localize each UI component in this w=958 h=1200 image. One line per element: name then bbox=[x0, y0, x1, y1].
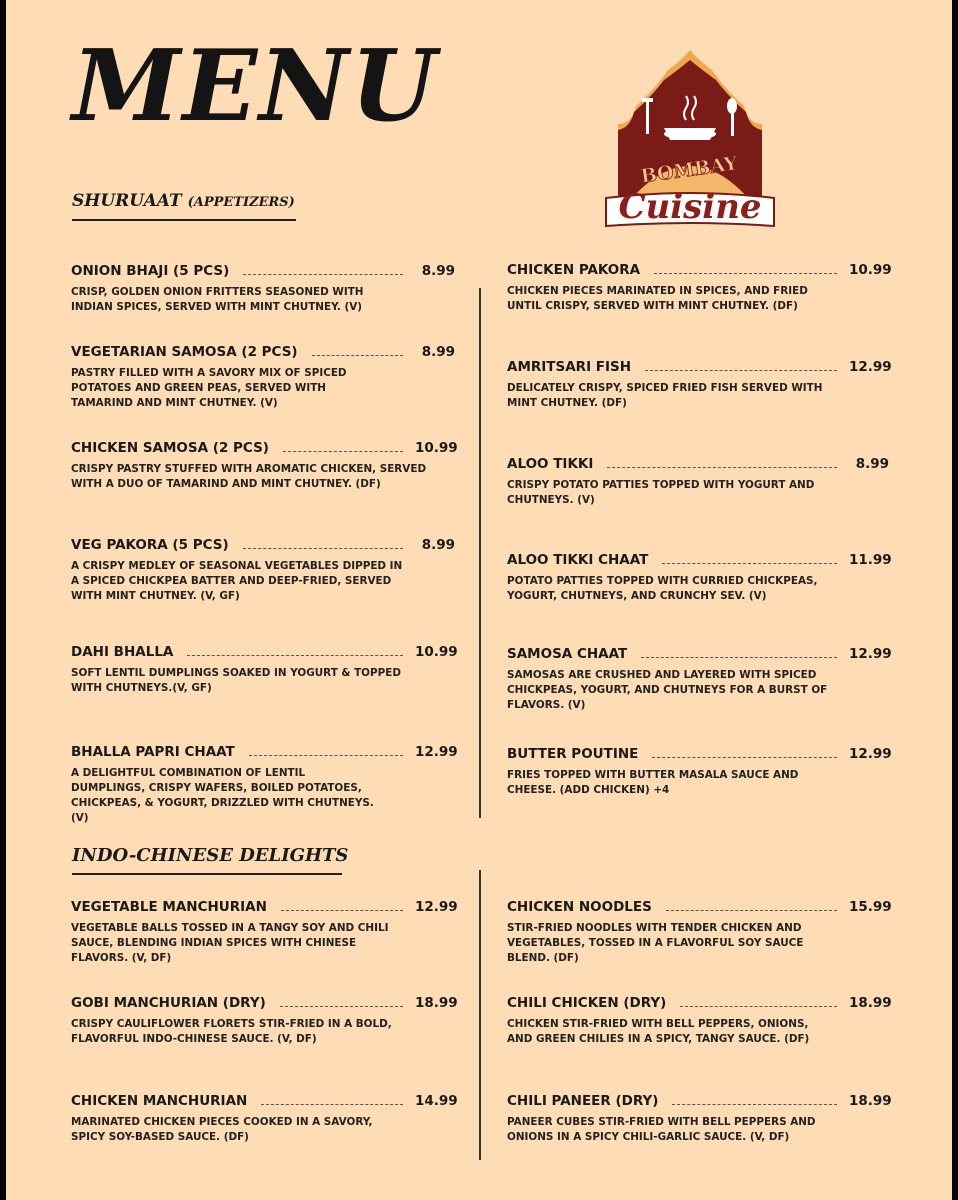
logo-text-bombay: BOMBAY bbox=[639, 152, 739, 188]
item-price: 12.99 bbox=[849, 646, 892, 662]
dot-leader bbox=[666, 910, 837, 911]
item-price: 15.99 bbox=[849, 899, 892, 915]
bombay-cuisine-logo bbox=[602, 48, 778, 230]
dot-leader bbox=[662, 563, 837, 564]
item-price: 18.99 bbox=[849, 1093, 892, 1109]
dot-leader bbox=[607, 467, 837, 468]
item-description: VEGETABLE BALLS TOSSED IN A TANGY SOY AND CHILI SAUCE, BLENDING INDIAN SPICES WITH CHINESE FLAVORS. (V, DF) bbox=[71, 922, 389, 964]
dot-leader bbox=[281, 910, 403, 911]
item-name: DAHI BHALLA bbox=[71, 644, 174, 660]
section-underline bbox=[72, 219, 296, 221]
dot-leader bbox=[641, 657, 837, 658]
dot-leader bbox=[243, 274, 403, 275]
item-description: A CRISPY MEDLEY OF SEASONAL VEGETABLES DIPPED IN A SPICED CHICKPEA BATTER AND DEEP-FRIED, SERVED WITH MINT CHUTNEY. (V, GF) bbox=[71, 560, 403, 602]
item-name: ONION BHAJI (5 PCS) bbox=[71, 263, 230, 279]
item-name: BUTTER POUTINE bbox=[507, 746, 639, 762]
item-description: CRISPY POTATO PATTIES TOPPED WITH YOGURT AND CHUTNEYS. (V) bbox=[507, 479, 815, 506]
menu-item bbox=[507, 994, 892, 1047]
item-price: 12.99 bbox=[415, 899, 458, 915]
menu-item bbox=[71, 994, 458, 1047]
item-name: VEGETABLE MANCHURIAN bbox=[71, 899, 267, 915]
item-description: SAMOSAS ARE CRUSHED AND LAYERED WITH SPICED CHICKPEAS, YOGURT, AND CHUTNEYS FOR A BURST OF FLAVORS. (V) bbox=[507, 669, 828, 711]
menu-item bbox=[71, 1092, 458, 1145]
menu-item bbox=[71, 343, 455, 411]
item-name: CHICKEN PAKORA bbox=[507, 262, 641, 278]
menu-item bbox=[507, 551, 892, 604]
dot-leader bbox=[280, 1006, 403, 1007]
dot-leader bbox=[187, 655, 403, 656]
menu-page bbox=[6, 0, 952, 1200]
section-subtitle: (APPETIZERS) bbox=[187, 195, 295, 210]
section-underline bbox=[72, 873, 342, 875]
section-title-appetizers bbox=[72, 191, 295, 211]
menu-item bbox=[507, 745, 892, 798]
item-price: 11.99 bbox=[849, 552, 892, 568]
dot-leader bbox=[654, 273, 837, 274]
menu-item bbox=[71, 643, 458, 696]
item-price: 14.99 bbox=[415, 1093, 458, 1109]
item-name: ALOO TIKKI CHAAT bbox=[507, 552, 649, 568]
dot-leader bbox=[261, 1104, 403, 1105]
menu-item bbox=[507, 1092, 892, 1145]
item-description: MARINATED CHICKEN PIECES COOKED IN A SAVORY, SPICY SOY-BASED SAUCE. (DF) bbox=[71, 1116, 373, 1143]
item-price: 18.99 bbox=[849, 995, 892, 1011]
item-price: 8.99 bbox=[421, 537, 455, 553]
item-name: CHILI PANEER (DRY) bbox=[507, 1093, 659, 1109]
item-name: CHILI CHICKEN (DRY) bbox=[507, 995, 667, 1011]
item-description: CRISPY CAULIFLOWER FLORETS STIR-FRIED IN A BOLD, FLAVORFUL INDO-CHINESE SAUCE. (V, DF) bbox=[71, 1018, 392, 1045]
item-price: 8.99 bbox=[855, 456, 889, 472]
section-name: SHURUAAT bbox=[72, 191, 182, 211]
item-name: AMRITSARI FISH bbox=[507, 359, 632, 375]
dot-leader bbox=[680, 1006, 837, 1007]
dot-leader bbox=[652, 757, 837, 758]
dot-leader bbox=[312, 355, 403, 356]
item-description: PANEER CUBES STIR-FRIED WITH BELL PEPPERS AND ONIONS IN A SPICY CHILI-GARLIC SAUCE. (V, DF) bbox=[507, 1116, 816, 1143]
item-description: STIR-FRIED NOODLES WITH TENDER CHICKEN AND VEGETABLES, TOSSED IN A FLAVORFUL SOY SAUCE BLEND. (DF) bbox=[507, 922, 804, 964]
section-title-indo-chinese: INDO-CHINESE DELIGHTS bbox=[72, 845, 349, 866]
item-name: BHALLA PAPRI CHAAT bbox=[71, 744, 235, 760]
item-name: VEGETARIAN SAMOSA (2 PCS) bbox=[71, 344, 298, 360]
menu-item bbox=[507, 261, 892, 314]
item-description: CHICKEN STIR-FRIED WITH BELL PEPPERS, ONIONS, AND GREEN CHILIES IN A SPICY, TANGY SAUCE. (DF) bbox=[507, 1018, 810, 1045]
dot-leader bbox=[672, 1104, 837, 1105]
item-price: 10.99 bbox=[849, 262, 892, 278]
item-price: 8.99 bbox=[421, 263, 455, 279]
dot-leader bbox=[283, 451, 403, 452]
menu-item bbox=[71, 439, 458, 492]
item-description: CRISP, GOLDEN ONION FRITTERS SEASONED WITH INDIAN SPICES, SERVED WITH MINT CHUTNEY. (V) bbox=[71, 286, 364, 313]
item-name: CHICKEN MANCHURIAN bbox=[71, 1093, 248, 1109]
item-price: 12.99 bbox=[849, 359, 892, 375]
item-description: SOFT LENTIL DUMPLINGS SOAKED IN YOGURT & TOPPED WITH CHUTNEYS.(V, GF) bbox=[71, 667, 401, 694]
item-description: DELICATELY CRISPY, SPICED FRIED FISH SERVED WITH MINT CHUTNEY. (DF) bbox=[507, 382, 823, 409]
item-description: POTATO PATTIES TOPPED WITH CURRIED CHICKPEAS, YOGURT, CHUTNEYS, AND CRUNCHY SEV. (V) bbox=[507, 575, 818, 602]
item-price: 12.99 bbox=[849, 746, 892, 762]
column-divider bbox=[479, 288, 481, 818]
page-title: MENU bbox=[72, 29, 439, 144]
dot-leader bbox=[249, 755, 403, 756]
item-name: VEG PAKORA (5 PCS) bbox=[71, 537, 229, 553]
item-price: 10.99 bbox=[415, 440, 458, 456]
item-price: 10.99 bbox=[415, 644, 458, 660]
menu-item bbox=[71, 743, 458, 826]
menu-item bbox=[71, 898, 458, 966]
item-name: SAMOSA CHAAT bbox=[507, 646, 628, 662]
item-price: 12.99 bbox=[415, 744, 458, 760]
menu-item bbox=[71, 536, 455, 604]
item-price: 18.99 bbox=[415, 995, 458, 1011]
item-description: CRISPY PASTRY STUFFED WITH AROMATIC CHICKEN, SERVED WITH A DUO OF TAMARIND AND MINT CHUTNEY. (DF) bbox=[71, 463, 427, 490]
item-description: CHICKEN PIECES MARINATED IN SPICES, AND FRIED UNTIL CRISPY, SERVED WITH MINT CHUTNEY. (DF) bbox=[507, 285, 808, 312]
column-divider bbox=[479, 870, 481, 1160]
item-description: PASTRY FILLED WITH A SAVORY MIX OF SPICED POTATOES AND GREEN PEAS, SERVED WITH TAMARIND AND MINT CHUTNEY. (V) bbox=[71, 367, 347, 409]
logo-text-cuisine: Cuisine bbox=[618, 187, 762, 227]
item-description: A DELIGHTFUL COMBINATION OF LENTIL DUMPLINGS, CRISPY WAFERS, BOILED POTATOES, CHICKPEAS, & YOGURT, DRIZZLED WITH CHUTNEYS. (V) bbox=[71, 767, 374, 824]
menu-item bbox=[507, 898, 892, 966]
item-name: CHICKEN SAMOSA (2 PCS) bbox=[71, 440, 269, 456]
item-name: ALOO TIKKI bbox=[507, 456, 594, 472]
menu-item bbox=[507, 645, 892, 713]
item-name: GOBI MANCHURIAN (DRY) bbox=[71, 995, 266, 1011]
dot-leader bbox=[645, 370, 837, 371]
item-price: 8.99 bbox=[421, 344, 455, 360]
menu-item bbox=[71, 262, 455, 315]
item-description: FRIES TOPPED WITH BUTTER MASALA SAUCE AND CHEESE. (ADD CHICKEN) +4 bbox=[507, 769, 799, 796]
menu-item bbox=[507, 455, 889, 508]
dot-leader bbox=[243, 548, 403, 549]
item-name: CHICKEN NOODLES bbox=[507, 899, 652, 915]
menu-item bbox=[507, 358, 892, 411]
